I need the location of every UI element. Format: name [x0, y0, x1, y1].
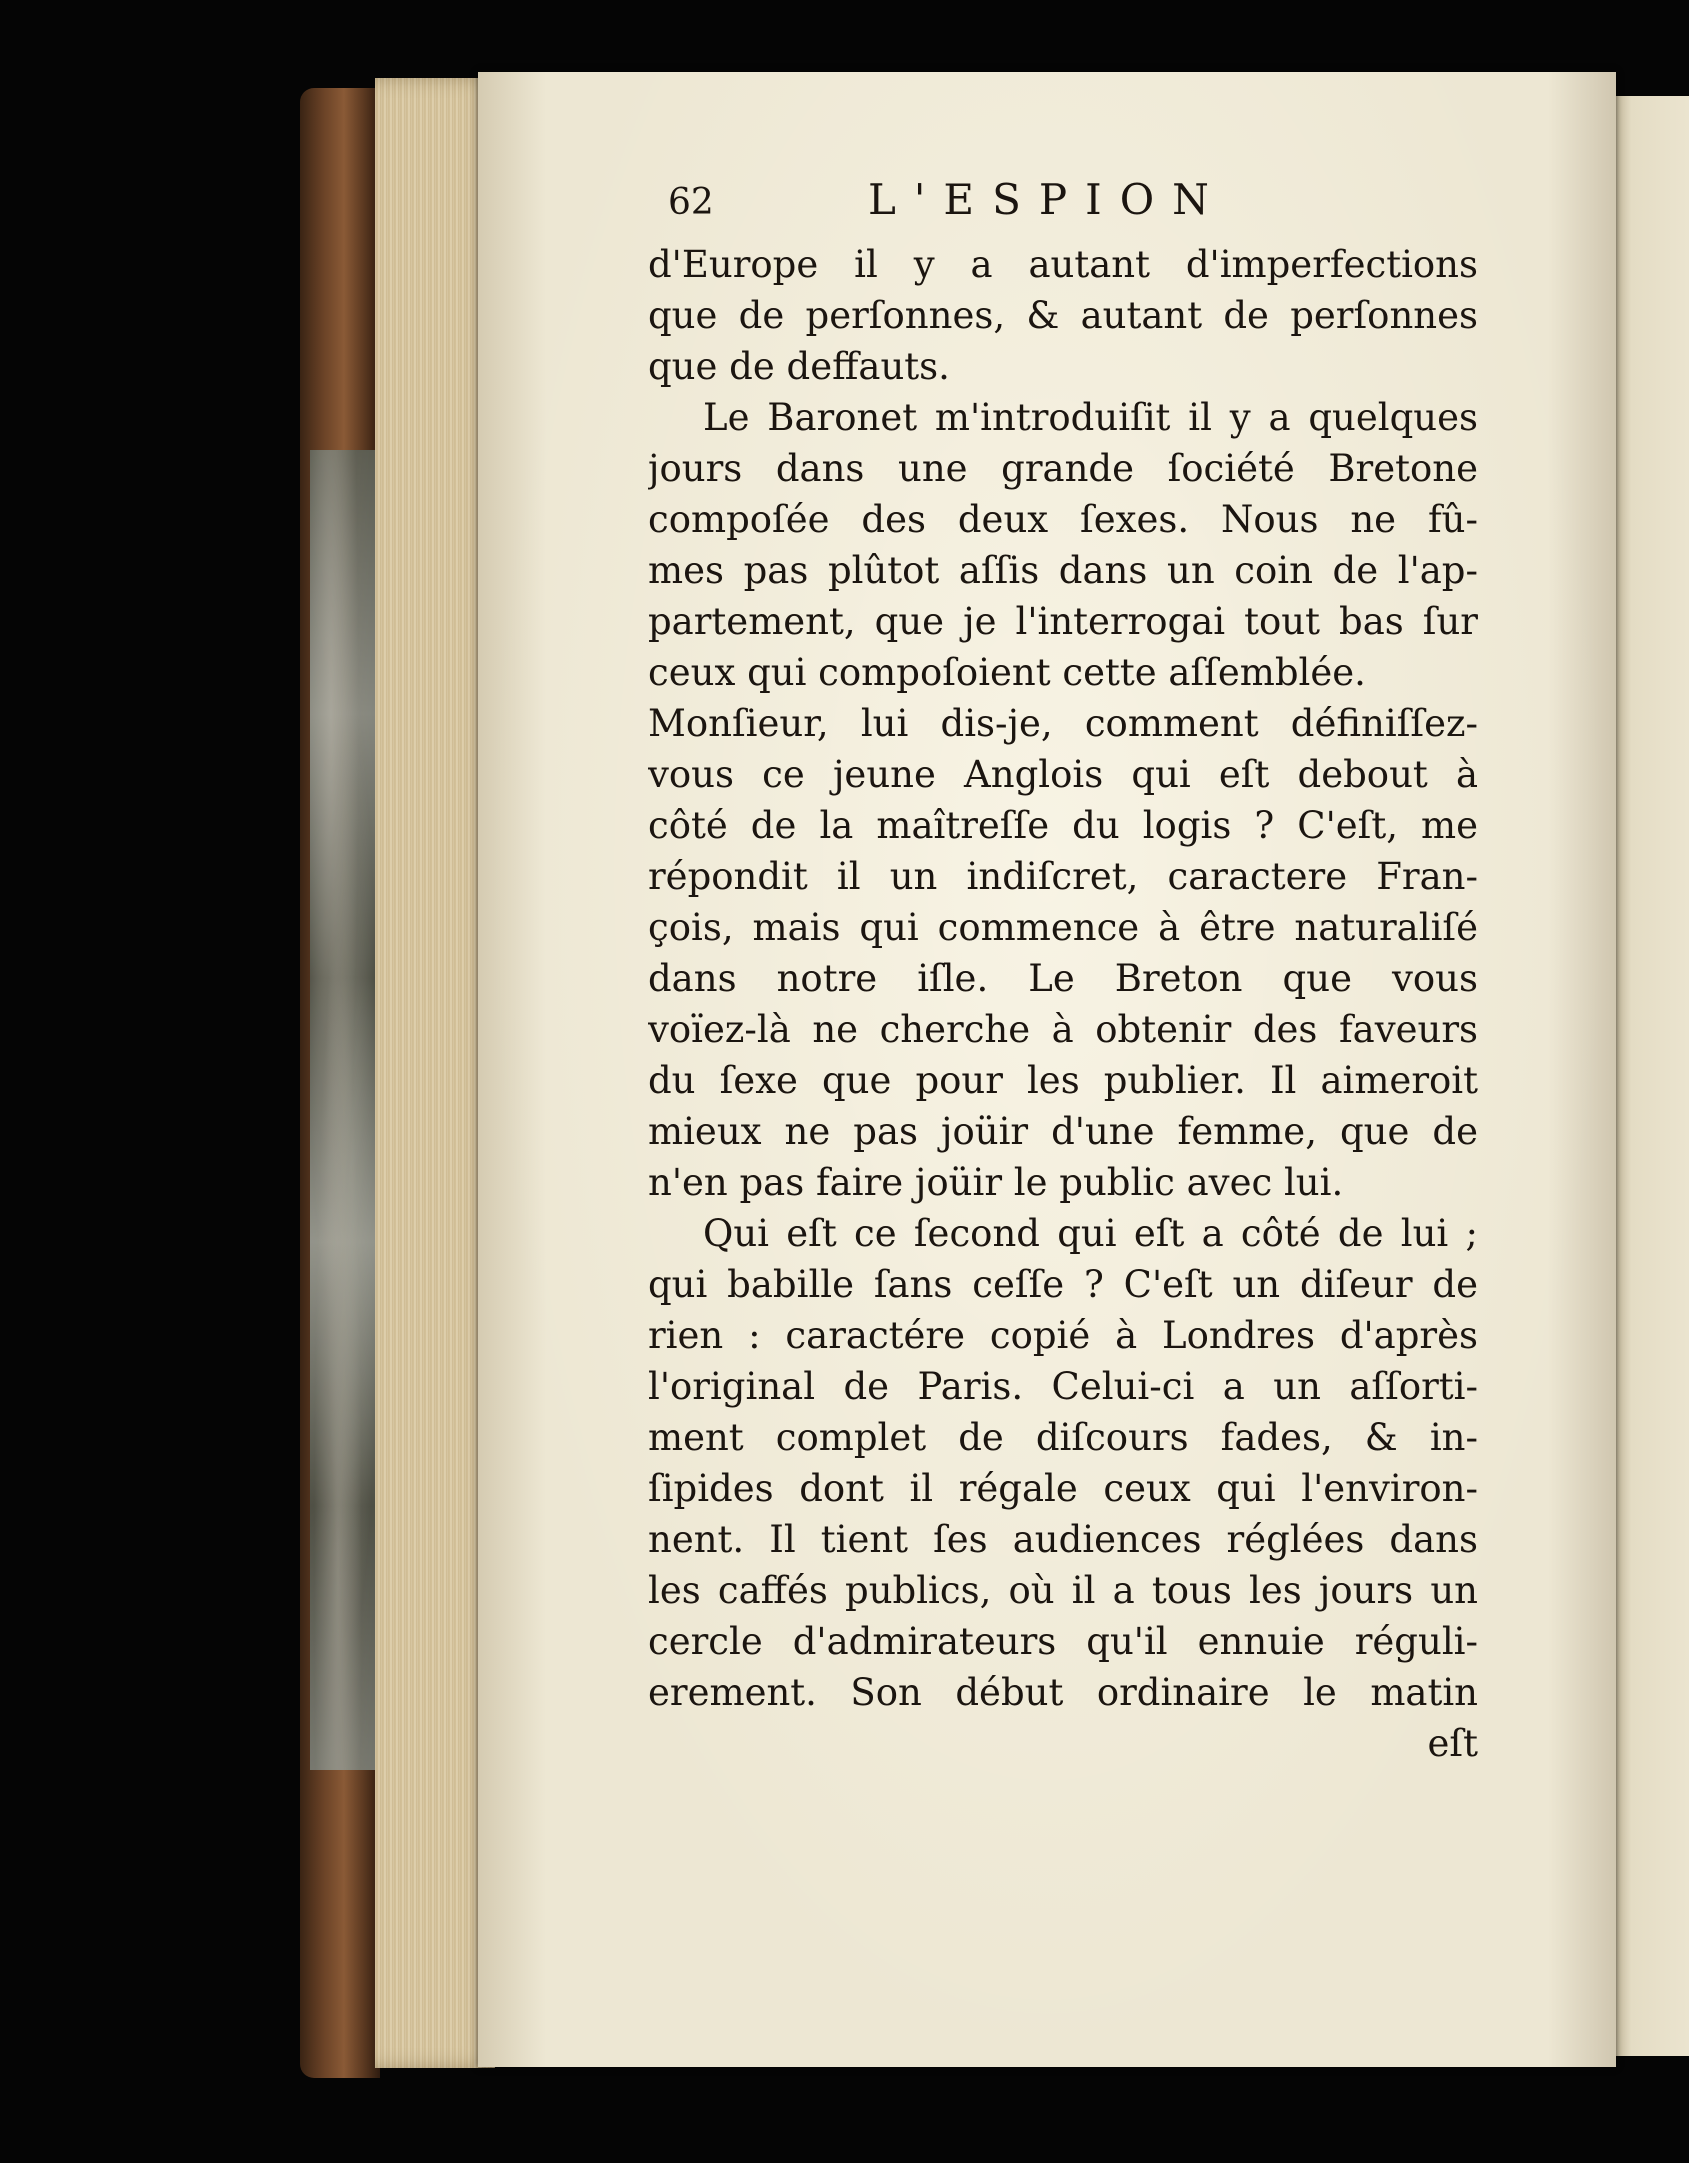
text-line: çois, mais qui commence à être naturaliſé [648, 906, 1478, 949]
text-line: n'en pas faire joüir le public avec lui. [648, 1161, 1344, 1204]
text-line: voïez-là ne cherche à obtenir des faveurs [648, 1008, 1478, 1051]
text-line: ment complet de diſcours fades, & in- [648, 1416, 1478, 1459]
paragraph [648, 698, 1478, 1208]
text-line: qui babille ſans ceſſe ? C'eſt un diſeur de [648, 1263, 1478, 1306]
page-edges [375, 78, 495, 2068]
running-title: L'ESPION [868, 175, 1227, 224]
page-number: 62 [668, 182, 714, 223]
running-head [648, 175, 1478, 237]
page-text [648, 175, 1478, 1769]
paragraph [648, 239, 1478, 392]
text-line: les caffés publics, où il a tous les jours un [648, 1569, 1478, 1612]
text-line: cercle d'admirateurs qu'il ennuie réguli- [648, 1620, 1478, 1663]
text-line: l'original de Paris. Celui-ci a un aſſorti- [648, 1365, 1478, 1408]
text-line: que de perſonnes, & autant de perſonnes [648, 294, 1478, 337]
text-line: dans notre iſle. Le Breton que vous [648, 957, 1478, 1000]
text-line: du ſexe que pour les publier. Il aimeroit [648, 1059, 1478, 1102]
text-line: mes pas plûtot aſſis dans un coin de l'ap- [648, 549, 1478, 592]
text-line: ceux qui compoſoient cette aſſemblée. [648, 651, 1366, 694]
text-line: que de deffauts. [648, 345, 950, 388]
text-line: mieux ne pas joüir d'une femme, que de [648, 1110, 1478, 1153]
text-line: compoſée des deux ſexes. Nous ne fû- [648, 498, 1478, 541]
text-line: rien : caractére copié à Londres d'après [648, 1314, 1478, 1357]
marbled-endpaper [310, 450, 380, 1770]
text-line: jours dans une grande ſociété Bretone [648, 447, 1478, 490]
text-line: Le Baronet m'introduiſit il y a quelques [703, 396, 1478, 439]
facing-page [1612, 96, 1689, 2056]
text-line: ſipides dont il régale ceux qui l'environ- [648, 1467, 1478, 1510]
paragraph [648, 1208, 1478, 1718]
text-line: vous ce jeune Anglois qui eſt debout à [648, 753, 1478, 796]
text-line: côté de la maîtreſſe du logis ? C'eſt, me [648, 804, 1478, 847]
text-line: Monſieur, lui dis-je, comment définiſſez- [648, 702, 1478, 745]
text-line: Qui eſt ce ſecond qui eſt a côté de lui ; [703, 1212, 1478, 1255]
catchword: eſt [1427, 1722, 1478, 1765]
text-line: d'Europe il y a autant d'imperfections [648, 243, 1478, 286]
paragraph [648, 392, 1478, 698]
text-line: nent. Il tient ſes audiences réglées dans [648, 1518, 1478, 1561]
text-line: partement, que je l'interrogai tout bas ſur [648, 600, 1478, 643]
text-line: erement. Son début ordinaire le matin [648, 1671, 1478, 1714]
text-line: répondit il un indiſcret, caractere Fran- [648, 855, 1478, 898]
